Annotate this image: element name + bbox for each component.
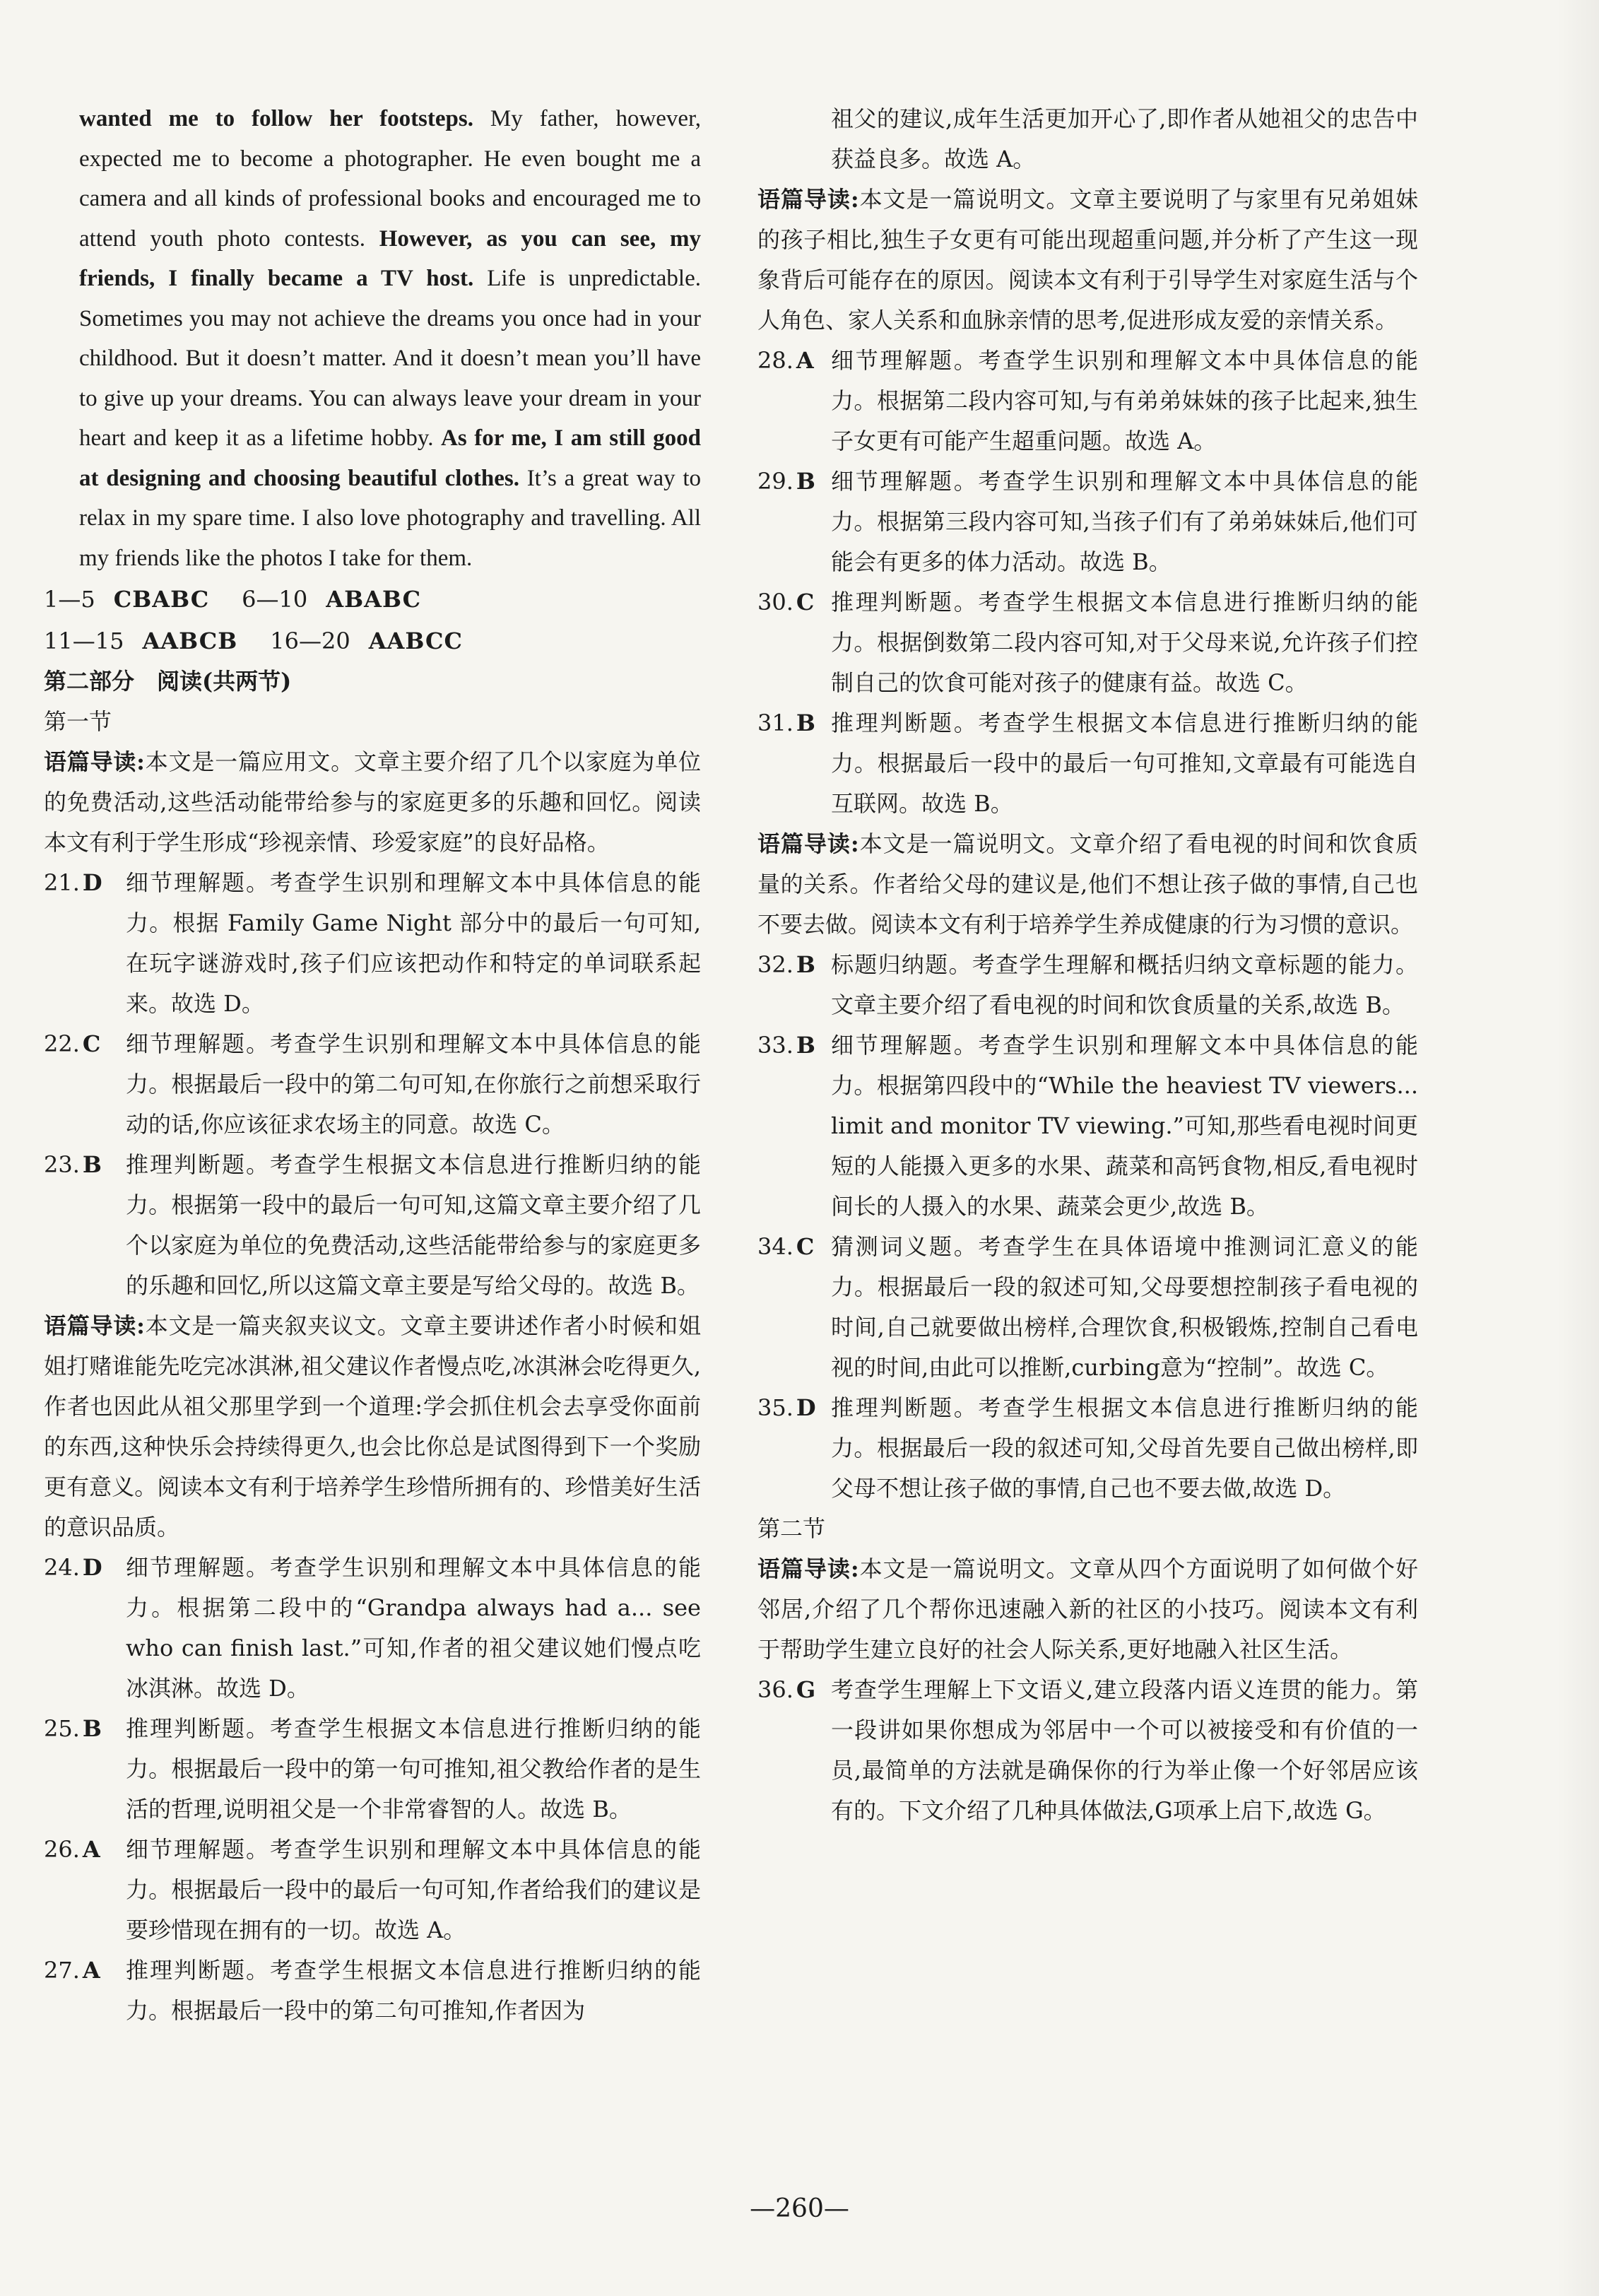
explanation: 推理判断题。考查学生根据文本信息进行推断归纳的能力。根据倒数第二段内容可知,对于父母来说,允许孩子们控制自己的饮食可能对孩子的健康有益。故选 C。 (831, 589, 1418, 696)
answer-item-36 (757, 1670, 1418, 1831)
right-column (757, 99, 1418, 1831)
answer-letters: ABABC (326, 586, 422, 613)
explanation: 祖父的建议,成年生活更加开心了,即作者从她祖父的忠告中获益良多。故选 A。 (831, 105, 1418, 172)
answer-item-30 (757, 582, 1418, 703)
answer-letter: B (796, 1032, 815, 1059)
answer-item-22 (44, 1024, 701, 1145)
reading-guide (757, 179, 1418, 341)
section-label: 第二节 (757, 1515, 826, 1542)
guide-label: 语篇导读: (757, 1555, 859, 1582)
question-number: 33. (757, 1032, 793, 1059)
answer-letter: B (796, 951, 815, 978)
explanation: 推理判断题。考查学生根据文本信息进行推断归纳的能力。根据最后一段中的最后一句可推知,文章最有可能选自互联网。故选 B。 (831, 710, 1418, 817)
passage-segment: Life is unpredictable. Sometimes you may not achieve the dreams you once had in your childhood. But it doesn’t matter. And it doesn’t mean you’ll have to give up your dreams. You can always leave your dream in your heart and keep it as a lifetime hobby. (79, 266, 701, 451)
passage-segment: However, as you can see, my friends, I finally became a TV host. (79, 225, 701, 291)
section-label: 第一节 (44, 708, 112, 735)
answer-item-27 (44, 1950, 701, 2031)
answer-item-21 (44, 863, 701, 1024)
question-number: 23. (44, 1151, 80, 1178)
question-number: 22. (44, 1030, 80, 1057)
answer-letters: AABCC (368, 628, 463, 654)
passage-segment: It’s a great way to relax in my spare time. I also love photography and travelling. All my friends like the photos I take for them. (79, 465, 701, 571)
answer-item-23 (44, 1145, 701, 1306)
answer-item-28 (757, 341, 1418, 461)
reading-guide (757, 1549, 1418, 1670)
answer-letter: A (82, 1836, 100, 1863)
passage-segment: wanted me to follow her footsteps. (79, 106, 473, 131)
question-number: 31. (757, 710, 793, 736)
answer-item-35 (757, 1388, 1418, 1509)
explanation: 细节理解题。考查学生识别和理解文本中具体信息的能力。根据第四段中的“While the heaviest TV viewers... limit and monitor TV viewing.”可知,那些看电视时间更短的人能摄入更多的水果、蔬菜和高钙食物,相反,看电视时间长的人摄入的水果、蔬菜会更少,故选 B。 (831, 1032, 1418, 1220)
answer-letter: A (82, 1957, 100, 1984)
answer-letter: D (796, 1394, 816, 1421)
guide-label: 语篇导读: (757, 830, 859, 857)
page-number: —260— (750, 2194, 849, 2223)
answer-letter: C (796, 1233, 815, 1260)
passage-segment: As for me, I am still good at designing and choosing beautiful clothes. (79, 425, 701, 491)
explanation: 推理判断题。考查学生根据文本信息进行推断归纳的能力。根据最后一段的叙述可知,父母首先要自己做出榜样,即父母不想让孩子做的事情,自己也不要去做,故选 D。 (831, 1394, 1418, 1502)
answer-range: 6—10 (242, 586, 308, 613)
question-number: 21. (44, 869, 80, 896)
guide-text: 本文是一篇应用文。文章主要介绍了几个以家庭为单位的免费活动,这些活动能带给参与的家庭更多的乐趣和回忆。阅读本文有利于学生形成“珍视亲情、珍爱家庭”的良好品格。 (44, 748, 701, 856)
answer-letter: G (796, 1676, 816, 1703)
question-number: 28. (757, 347, 793, 374)
reading-guide (757, 824, 1418, 945)
guide-text: 本文是一篇夹叙夹议文。文章主要讲述作者小时候和姐姐打赌谁能先吃完冰淇淋,祖父建议作者慢点吃,冰淇淋会吃得更久,作者也因此从祖父那里学到一个道理:学会抓住机会去享受你面前的东西,这种快乐会持续得更久,也会比你总是试图得到下一个奖励更有意义。阅读本文有利于培养学生珍惜所拥有的、珍惜美好生活的意识品质。 (44, 1312, 701, 1541)
question-number: 34. (757, 1233, 793, 1260)
answer-letter: D (82, 1554, 102, 1581)
question-number: 24. (44, 1554, 80, 1581)
question-number: 29. (757, 468, 793, 495)
question-number: 27. (44, 1957, 80, 1984)
answer-range: 1—5 (44, 586, 95, 613)
answer-key-line (44, 621, 701, 661)
answer-letter: C (82, 1030, 101, 1057)
guide-label: 语篇导读: (757, 186, 859, 213)
guide-label: 语篇导读: (44, 748, 145, 775)
explanation: 细节理解题。考查学生识别和理解文本中具体信息的能力。根据最后一段中的第二句可知,在你旅行之前想采取行动的话,你应该征求农场主的同意。故选 C。 (126, 1030, 701, 1138)
answer-letter: A (796, 347, 814, 374)
answer-range: 11—15 (44, 628, 124, 654)
explanation: 标题归纳题。考查学生理解和概括归纳文章标题的能力。文章主要介绍了看电视的时间和饮食质量的关系,故选 B。 (831, 951, 1418, 1018)
part-heading: 第二部分 阅读(共两节) (44, 668, 292, 695)
guide-text: 本文是一篇说明文。文章介绍了看电视的时间和饮食质量的关系。作者给父母的建议是,他们不想让孩子做的事情,自己也不要去做。阅读本文有利于培养学生养成健康的行为习惯的意识。 (757, 830, 1418, 938)
answer-letter: D (82, 869, 102, 896)
guide-text: 本文是一篇说明文。文章主要说明了与家里有兄弟姐妹的孩子相比,独生子女更有可能出现超重问题,并分析了产生这一现象背后可能存在的原因。阅读本文有利于引导学生对家庭生活与个人角色、家人关系和血脉亲情的思考,促进形成友爱的亲情关系。 (757, 186, 1418, 334)
reading-guide (44, 742, 701, 863)
answer-letter: B (796, 468, 815, 495)
explanation: 细节理解题。考查学生识别和理解文本中具体信息的能力。根据第三段内容可知,当孩子们有了弟弟妹妹后,他们可能会有更多的体力活动。故选 B。 (831, 468, 1418, 575)
explanation: 推理判断题。考查学生根据文本信息进行推断归纳的能力。根据最后一段中的第一句可推知,祖父教给作者的是生活的哲理,说明祖父是一个非常睿智的人。故选 B。 (126, 1715, 701, 1823)
reading-guide (44, 1306, 701, 1548)
answer-item-34 (757, 1227, 1418, 1388)
answer-letter: B (796, 710, 815, 736)
question-number: 30. (757, 589, 793, 616)
answer-item-26 (44, 1830, 701, 1950)
answer-item-33 (757, 1025, 1418, 1227)
answer-item-27-continued (757, 99, 1418, 179)
left-column (44, 99, 701, 2031)
explanation: 细节理解题。考查学生识别和理解文本中具体信息的能力。根据最后一段中的最后一句可知,作者给我们的建议是要珍惜现在拥有的一切。故选 A。 (126, 1836, 701, 1943)
answer-item-32 (757, 945, 1418, 1025)
question-number: 32. (757, 951, 793, 978)
explanation: 推理判断题。考查学生根据文本信息进行推断归纳的能力。根据最后一段中的第二句可推知,作者因为 (126, 1957, 701, 2024)
answer-item-25 (44, 1709, 701, 1830)
explanation: 细节理解题。考查学生识别和理解文本中具体信息的能力。根据第二段内容可知,与有弟弟妹妹的孩子比起来,独生子女更有可能产生超重问题。故选 A。 (831, 347, 1418, 454)
answer-letter: B (82, 1151, 102, 1178)
question-number: 25. (44, 1715, 80, 1742)
guide-label: 语篇导读: (44, 1312, 145, 1339)
question-number: 36. (757, 1676, 793, 1703)
explanation: 猜测词义题。考查学生在具体语境中推测词汇意义的能力。根据最后一段的叙述可知,父母要想控制孩子看电视的时间,自己就要做出榜样,合理饮食,积极锻炼,控制自己看电视的时间,由此可以推断,curbing意为“控制”。故选 C。 (831, 1233, 1418, 1381)
answer-letters: AABCB (142, 628, 238, 654)
page-edge-shadow (1557, 0, 1599, 2296)
answer-letter: C (796, 589, 815, 616)
explanation: 考查学生理解上下文语义,建立段落内语义连贯的能力。第一段讲如果你想成为邻居中一个可以被接受和有价值的一员,最简单的方法就是确保你的行为举止像一个好邻居应该有的。下文介绍了几种具体做法,G项承上启下,故选 G。 (831, 1676, 1418, 1824)
listening-transcript-passage (44, 99, 701, 578)
explanation: 推理判断题。考查学生根据文本信息进行推断归纳的能力。根据第一段中的最后一句可知,这篇文章主要介绍了几个以家庭为单位的免费活动,这些活能带给参与的家庭更多的乐趣和回忆,所以这篇文章主要是写给父母的。故选 B。 (126, 1151, 701, 1299)
question-number: 35. (757, 1394, 793, 1421)
answer-item-31 (757, 703, 1418, 824)
answer-letter: B (82, 1715, 102, 1742)
guide-text: 本文是一篇说明文。文章从四个方面说明了如何做个好邻居,介绍了几个帮你迅速融入新的社区的小技巧。阅读本文有利于帮助学生建立良好的社会人际关系,更好地融入社区生活。 (757, 1555, 1418, 1663)
answer-letters: CBABC (113, 586, 210, 613)
question-number: 26. (44, 1836, 80, 1863)
answer-key-line (44, 579, 701, 620)
answer-item-24 (44, 1548, 701, 1709)
answer-item-29 (757, 461, 1418, 582)
explanation: 细节理解题。考查学生识别和理解文本中具体信息的能力。根据第二段中的“Grandpa always had a... see who can finish last.”可知,作者的祖父建议她们慢点吃冰淇淋。故选 D。 (126, 1554, 701, 1702)
passage-segment: My father, however, expected me to become a photographer. He even bought me a camera and all kinds of professional books and encouraged me to attend youth photo contests. (79, 106, 701, 252)
answer-range: 16—20 (270, 628, 350, 654)
explanation: 细节理解题。考查学生识别和理解文本中具体信息的能力。根据 Family Game Night 部分中的最后一句可知,在玩字谜游戏时,孩子们应该把动作和特定的单词联系起来。故选 D。 (126, 869, 701, 1017)
